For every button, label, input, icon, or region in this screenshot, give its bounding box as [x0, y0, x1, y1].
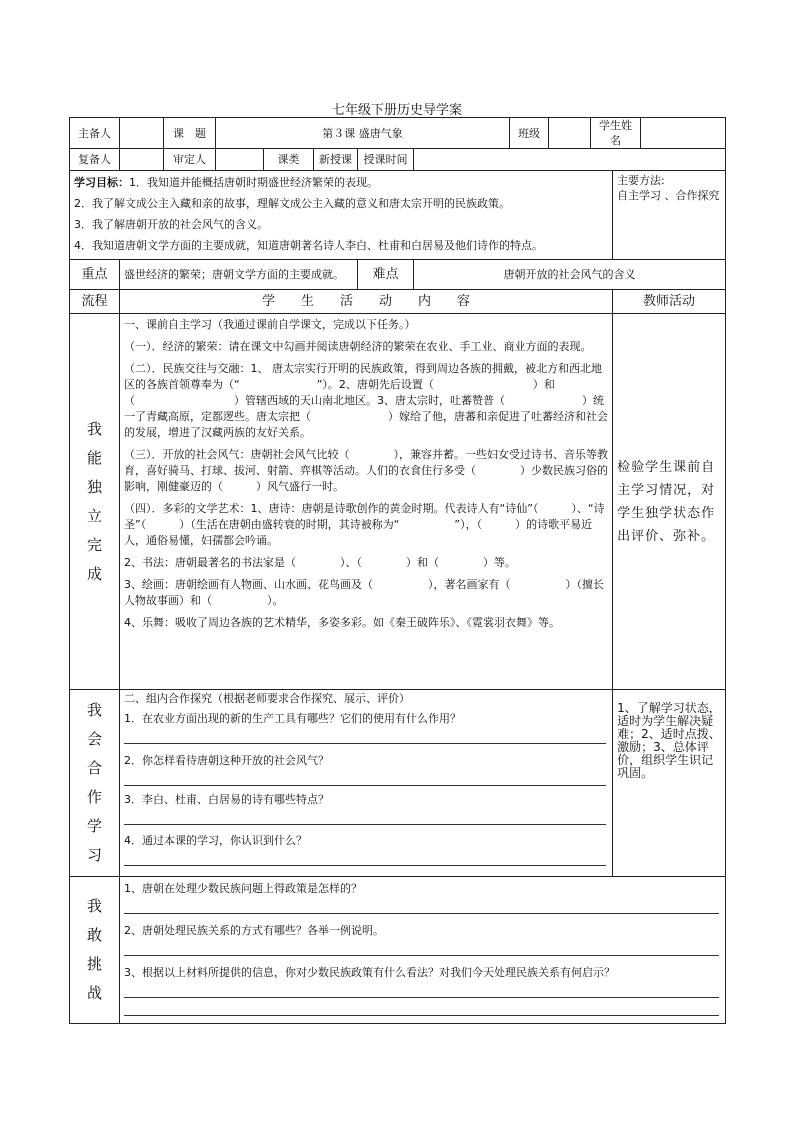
main-method — [613, 171, 726, 260]
goals-row — [70, 171, 726, 260]
difficulty-value: 唐朝开放的社会风气的含义 — [414, 260, 726, 290]
teacher-note-cooperative: 1、了解学习状态，适时为学生解决疑难；2、适时点拨、激励；3、总体评价，组织学生识记巩固。 — [613, 690, 726, 877]
cooperative-heading: 二、组内合作探究（根据老师要求合作探究、展示、评价） — [124, 692, 410, 705]
label-fubei: 复备人 — [70, 149, 120, 171]
answer-line[interactable] — [124, 726, 606, 744]
header-row-1 — [70, 118, 726, 149]
document-title: 七年级下册历史导学案 — [331, 103, 462, 118]
answer-line[interactable] — [124, 980, 719, 998]
task-painting: 3、绘画：唐朝绘画有人物画、山水画、花鸟画及（ ），著名画家有（ ）（擅长人物故事画）和（ ）。 — [124, 578, 604, 607]
key-value: 盛世经济的繁荣；唐朝文学方面的主要成就。 — [120, 260, 358, 290]
value-banji[interactable] — [549, 118, 591, 149]
value-teach-time[interactable] — [414, 149, 726, 171]
task-music: 4、乐舞：吸收了周边各族的艺术精华，多姿多彩。如《秦王破阵乐》、《霓裳羽衣舞》等。 — [124, 616, 560, 629]
label-keti: 课 题 — [164, 118, 216, 149]
section-challenge — [70, 877, 726, 1024]
method-value: 自主学习 、合作探究 — [617, 189, 720, 202]
side-label-independent: 我 能 独 立 完 成 — [70, 314, 120, 690]
coop-question-2: 2．你怎样看待唐朝这种开放的社会风气？ — [124, 754, 329, 767]
side-label-cooperative: 我 会 合 作 学 习 — [70, 690, 120, 877]
goal-3: 3．我了解唐朝开放的社会风气的含义。 — [74, 218, 268, 231]
answer-line[interactable] — [124, 998, 719, 1016]
task-society: （三）．开放的社会风气：唐朝社会风气比较（ ），兼容并蓄。一些妇女受过诗书、音乐等教育，喜好骑马、打球、拔河、射箭、弈棋等活动。人们的衣食住行多受（ ）少数民族习俗的影响，刚健豪迈的（ ）风气盛行一时。 — [124, 448, 608, 493]
label-teach-time: 授课时间 — [358, 149, 414, 171]
challenge-question-2: 2、唐朝处理民族关系的方式有哪些？各举一例说明。 — [124, 924, 384, 937]
task-poetry: （四）．多彩的文学艺术：1、唐诗：唐朝是诗歌创作的黄金时期。代表诗人有“诗仙”（ ）、“诗圣”（ ）（生活在唐朝由盛转衰的时期，其诗被称为“ ”），（ ）的诗歌平易近人，通俗易懂，妇孺都会吟诵。 — [124, 502, 605, 547]
label-zhubei: 主备人 — [70, 118, 120, 149]
difficulty-label: 难点 — [358, 260, 414, 290]
answer-line[interactable] — [124, 938, 719, 956]
challenge-tasks — [120, 877, 726, 1024]
task-intro: 一、课前自主学习（我通过课前自学课文，完成以下任务。） — [124, 318, 416, 331]
teacher-activity-header: 教师活动 — [613, 290, 726, 314]
challenge-question-1: 1、唐朝在处理少数民族问题上得政策是怎样的？ — [124, 882, 362, 895]
flow-header-row — [70, 290, 726, 314]
goals-label: 学习目标： — [74, 176, 129, 189]
label-banji: 班级 — [510, 118, 549, 149]
lesson-title: 第３课 盛唐气象 — [216, 118, 510, 149]
key-row — [70, 260, 726, 290]
student-activity-header: 学 生 活 动 内 容 — [120, 290, 613, 314]
challenge-question-3: 3、根据以上材料所提供的信息，你对少数民族政策有什么看法？对我们今天处理民族关系有何启示？ — [124, 966, 615, 979]
coop-question-4: 4．通过本课的学习，你认识到什么？ — [124, 834, 307, 847]
answer-line[interactable] — [124, 807, 606, 825]
goal-4: 4．我知道唐朝文学方面的主要成就，知道唐朝著名诗人李白、杜甫和白居易及他们诗作的特点。 — [74, 239, 543, 252]
header-row-2 — [70, 149, 726, 171]
answer-line[interactable] — [124, 896, 719, 914]
task-economy: （一）．经济的繁荣：请在课文中勾画并阅读唐朝经济的繁荣在农业、手工业、商业方面的表现。 — [124, 340, 592, 353]
side-label-challenge: 我 敢 挑 战 — [70, 877, 120, 1024]
coop-question-1: 1．在农业方面出现的新的生产工具有哪些？它们的使用有什么作用？ — [124, 712, 461, 725]
lesson-plan-table — [69, 117, 726, 1024]
section-independent — [70, 314, 726, 690]
section-cooperative — [70, 690, 726, 877]
value-shending[interactable] — [216, 149, 264, 171]
label-kelei: 课类 — [264, 149, 314, 171]
goal-1: 1．我知道并能概括唐朝时期盛世经济繁荣的表现。 — [129, 176, 378, 189]
answer-line[interactable] — [124, 768, 606, 786]
flow-label: 流程 — [70, 290, 120, 314]
goal-2: 2．我了解文成公主入藏和亲的故事，理解文成公主入藏的意义和唐太宗开明的民族政策。 — [74, 197, 510, 210]
answer-line[interactable] — [124, 848, 606, 866]
value-fubei[interactable] — [120, 149, 164, 171]
cooperative-tasks — [120, 690, 613, 877]
value-zhubei[interactable] — [120, 118, 164, 149]
independent-tasks — [120, 314, 613, 690]
key-label: 重点 — [70, 260, 120, 290]
method-label: 主要方法: — [617, 174, 665, 187]
label-shending: 审定人 — [164, 149, 216, 171]
learning-goals — [70, 171, 613, 260]
label-student-name: 学生姓名 — [591, 118, 641, 149]
value-student-name[interactable] — [641, 118, 726, 149]
teacher-note-independent: 检验学生课前自主学习情况，对学生独学状态作出评价、弥补。 — [613, 314, 726, 690]
task-ethnic: （二）．民族交往与交融：1、 唐太宗实行开明的民族政策，得到周边各族的拥戴，被北方和西北地区的各族首领尊奉为（“ ”）。2、唐朝先后设置（ ）和（ ）管辖西域的天山南北地区。3、唐太宗时，吐蕃赞普（ ）统一了青藏高原，定都逻些。唐太宗把（ ）嫁给了他，唐蕃和亲促进了吐蕃经济和社会的发展，增进了汉藏两族的友好关系。 — [124, 362, 608, 439]
task-calligraphy: 2、书法：唐朝最著名的书法家是（ ）、（ ）和（ ）等。 — [124, 556, 516, 569]
coop-question-3: 3．李白、杜甫、白居易的诗有哪些特点？ — [124, 793, 329, 806]
value-kelei: 新授课 — [314, 149, 358, 171]
